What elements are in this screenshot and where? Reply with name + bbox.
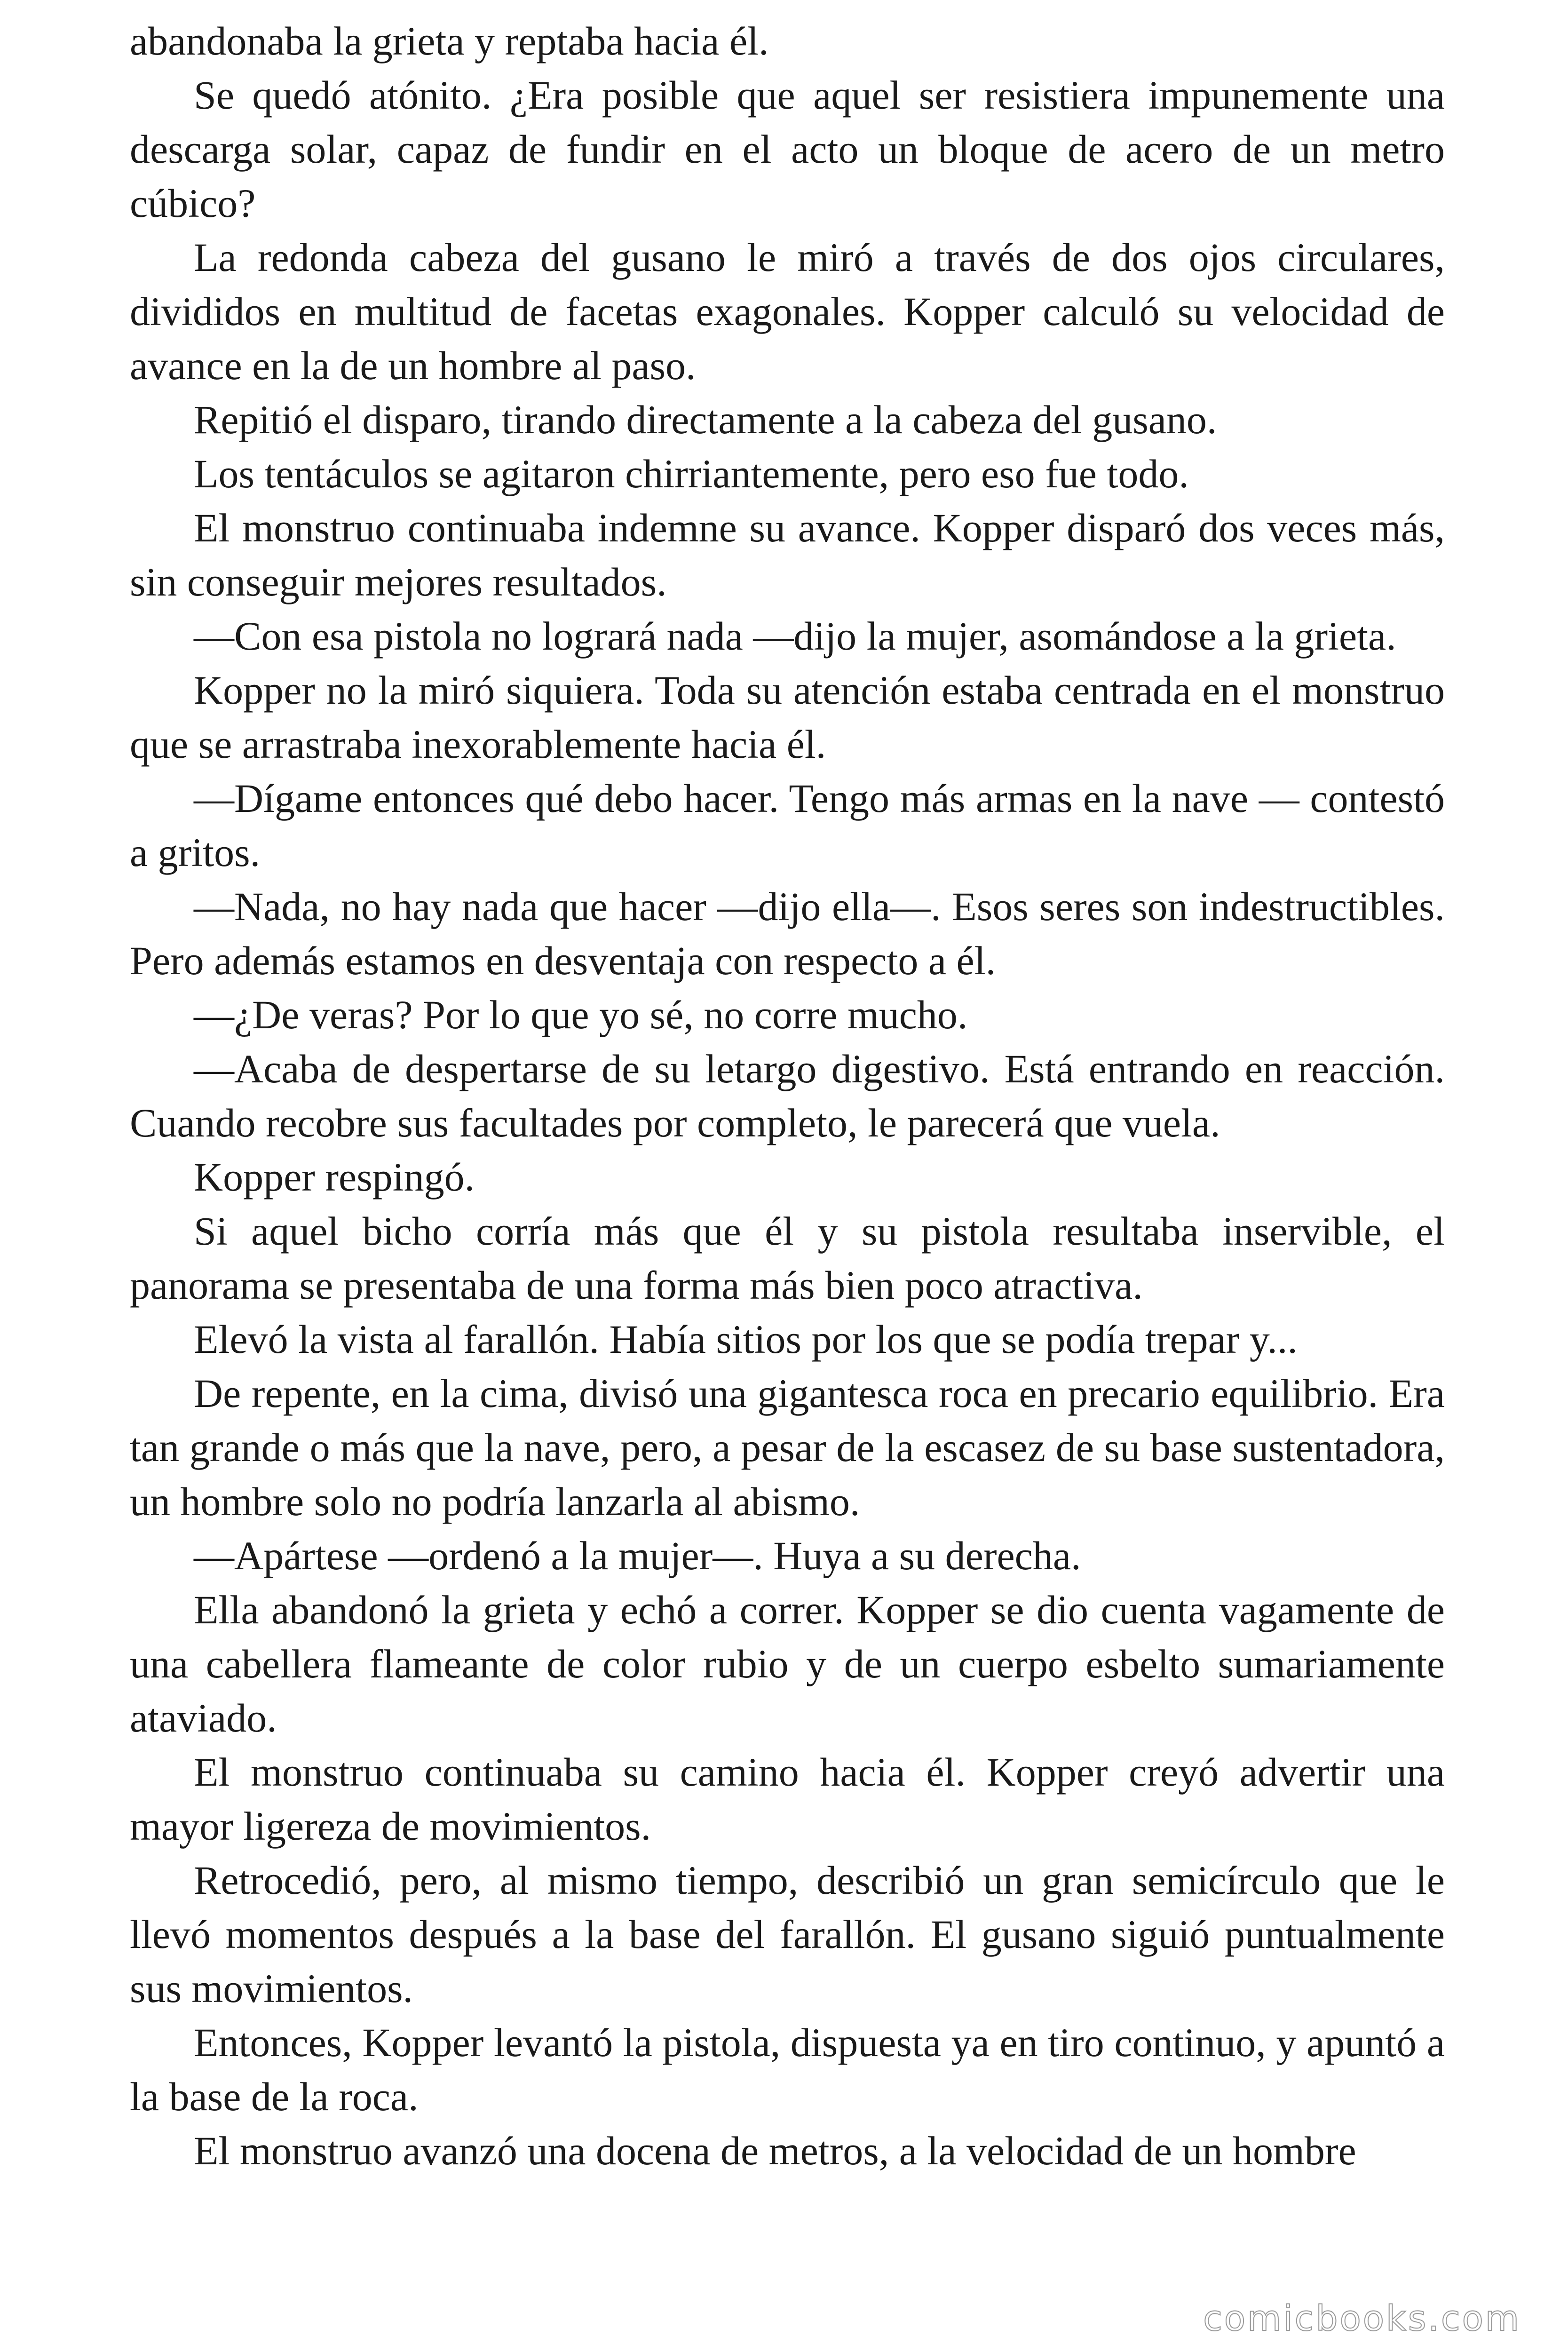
- paragraph: —Dígame entonces qué debo hacer. Tengo más armas en la nave — contestó a gritos.: [130, 776, 1445, 875]
- paragraph: De repente, en la cima, divisó una gigantesca roca en precario equilibrio. Era tan grande o más que la nave, pero, a pesar de la escasez de su base sustentadora, un hombre solo no podría lanzarla al abismo.: [130, 1371, 1445, 1524]
- paragraph: Kopper respingó.: [194, 1154, 475, 1200]
- paragraph: —Apártese —ordenó a la mujer—. Huya a su derecha.: [194, 1533, 1081, 1578]
- paragraph: Retrocedió, pero, al mismo tiempo, describió un gran semicírculo que le llevó momentos después a la base del farallón. El gusano siguió puntualmente sus movimientos.: [130, 1858, 1445, 2011]
- watermark: comicbooks.com: [1203, 2298, 1521, 2339]
- paragraph: Elevó la vista al farallón. Había sitios por los que se podía trepar y...: [194, 1317, 1298, 1362]
- paragraph: La redonda cabeza del gusano le miró a través de dos ojos circulares, divididos en multitud de facetas exagonales. Kopper calculó su velocidad de avance en la de un hombre al paso.: [130, 235, 1445, 388]
- paragraph: —Acaba de despertarse de su letargo digestivo. Está entrando en reacción. Cuando recobre sus facultades por completo, le parecerá que vuela.: [130, 1046, 1445, 1145]
- paragraph: Se quedó atónito. ¿Era posible que aquel ser resistiera impunemente una descarga solar, capaz de fundir en el acto un bloque de acero de un metro cúbico?: [130, 72, 1445, 226]
- paragraph: Entonces, Kopper levantó la pistola, dispuesta ya en tiro continuo, y apuntó a la base de la roca.: [130, 2020, 1445, 2119]
- paragraph: El monstruo continuaba su camino hacia él. Kopper creyó advertir una mayor ligereza de movimientos.: [130, 1749, 1445, 1849]
- paragraph: Si aquel bicho corría más que él y su pistola resultaba inservible, el panorama se presentaba de una forma más bien poco atractiva.: [130, 1208, 1445, 1308]
- paragraph: El monstruo continuaba indemne su avance. Kopper disparó dos veces más, sin conseguir mejores resultados.: [130, 505, 1445, 604]
- paragraph: —Nada, no hay nada que hacer —dijo ella—. Esos seres son indestructibles. Pero además estamos en desventaja con respecto a él.: [130, 884, 1445, 983]
- page-text: [130, 14, 1445, 2178]
- paragraph: Ella abandonó la grieta y echó a correr. Kopper se dio cuenta vagamente de una cabellera flameante de color rubio y de un cuerpo esbelto sumariamente ataviado.: [130, 1587, 1445, 1740]
- paragraph: —Con esa pistola no logrará nada —dijo la mujer, asomándose a la grieta.: [194, 613, 1396, 659]
- paragraph: Kopper no la miró siquiera. Toda su atención estaba centrada en el monstruo que se arrastraba inexorablemente hacia él.: [130, 667, 1445, 767]
- paragraph: abandonaba la grieta y reptaba hacia él.: [130, 18, 769, 64]
- paragraph: El monstruo avanzó una docena de metros, a la velocidad de un hombre: [194, 2128, 1356, 2173]
- paragraph: Los tentáculos se agitaron chirriantemente, pero eso fue todo.: [194, 451, 1189, 496]
- paragraph: Repitió el disparo, tirando directamente a la cabeza del gusano.: [194, 397, 1217, 442]
- paragraph: —¿De veras? Por lo que yo sé, no corre mucho.: [194, 992, 968, 1037]
